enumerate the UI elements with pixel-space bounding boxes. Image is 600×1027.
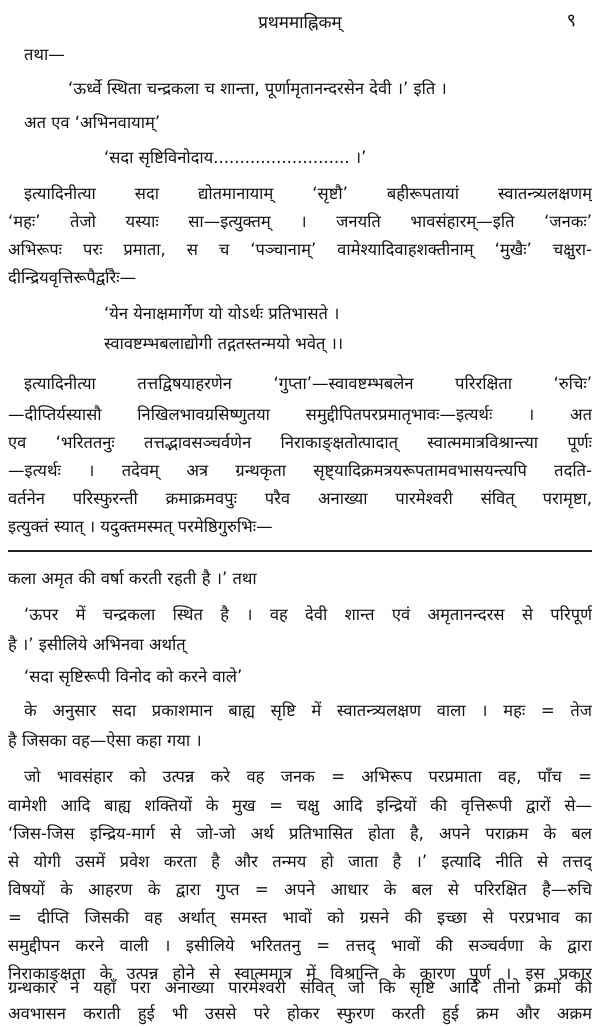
- page-number: ९: [566, 10, 576, 31]
- commentary-line: से योगी उसमें प्रवेश करता है और तन्मय हो जाता है ।’ इत्यादि नीति से तत्तद्: [8, 852, 592, 871]
- paragraph-line: इत्युक्तं स्यात् । यदुक्तमस्मत् परमेष्ठिगुरुभिः—: [8, 517, 273, 536]
- commentary-line: निराकाङ्क्षता के उत्पन्न होने से स्वात्ममात्र में विश्रान्ति के कारण पूर्ण । इस प्रकार: [8, 964, 592, 983]
- commentary-line: अवभासन कराती हुई भी उससे परे होकर स्फुरण करती हुई क्रम और अक्रम: [8, 1004, 592, 1023]
- paragraph-line: एव ‘भरिततनुः तत्तद्भावसञ्चर्वणेन निराकाङ्क्षतोत्पादात् स्वात्ममात्रविश्रान्त्या पूर्णः: [8, 433, 592, 452]
- paragraph-line: अभिरूपः परः प्रमाता, स च ‘पञ्चानाम्’ वामेश्यादिवाहशक्तीनाम् ‘मुखैः’ चक्षुरा-: [8, 240, 592, 259]
- page-header: [0, 6, 600, 36]
- paragraph-line: ‘महः’ तेजो यस्याः सा—इत्युक्तम् । जनयति भावसंहारम्—इति ‘जनकः’: [8, 212, 592, 231]
- commentary-line: के अनुसार सदा प्रकाशमान बाह्य सृष्टि में स्वातन्त्र्यलक्षण वाला । महः = तेज: [24, 701, 592, 720]
- section-divider: [8, 550, 592, 552]
- commentary-line: = दीप्ति जिसकी वह अर्थात् समस्त भावों को ग्रसने की इच्छा से परप्रभाव का: [8, 908, 592, 927]
- verse-line: ‘येन येनाक्षमार्गेण यो योऽर्थः प्रतिभासते ।: [104, 304, 340, 323]
- paragraph-line: इत्यादिनीत्या तत्तद्विषयाहरणेन ‘गुप्ता’—स्वावष्टम्भबलेन परिरक्षिता ‘रुचिः’: [24, 374, 592, 393]
- commentary-line: वामेशी आदि बाह्य शक्तियों के मुख = चक्षु आदि इन्द्रियों की वृत्तिरूपी द्वारों से—: [8, 796, 592, 815]
- paragraph-line: वर्तनेन परिस्फुरन्ती क्रमाक्रमवपुः परैव अनाख्या पारमेश्वरी संवित् परामृष्टा,: [8, 489, 592, 508]
- commentary-line: है ।’ इसीलिये अभिनवा अर्थात्: [8, 635, 186, 654]
- commentary-line: ‘सदा सृष्टिरूपी विनोद को करने वाले’: [24, 667, 243, 686]
- verse-line: ‘ऊर्ध्वे स्थिता चन्द्रकला च शान्ता, पूर्णामृतानन्दरसेन देवी ।’ इति ।: [68, 79, 447, 98]
- verse-line: ‘सदा सृष्टिविनोदाय.......................... ।’: [104, 148, 367, 167]
- commentary-line: है जिसका वह—ऐसा कहा गया ।: [8, 731, 202, 750]
- text-line: तथा—: [24, 45, 65, 64]
- commentary-line: विषयों के आहरण के द्वारा गुप्त = अपने आधार के बल से परिरक्षित है—रुचि: [8, 880, 592, 899]
- paragraph-line: दीन्द्रियवृत्तिरूपैर्द्वारैः—: [8, 268, 137, 287]
- commentary-line: समुद्दीपन करने वाली । इसीलिये भरिततनु = तत्तद् भावों की सञ्चर्वणा के द्वारा: [8, 936, 592, 955]
- running-title: प्रथममाह्निकम्: [258, 13, 342, 33]
- verse-line: स्वावष्टम्भबलाद्योगी तद्गतस्तन्मयो भवेत् ।।: [104, 334, 344, 353]
- text-line: अत एव ‘अभिनवायाम्’: [24, 113, 161, 132]
- paragraph-line: —दीप्तिर्यस्यासौ निखिलभावग्रसिष्णुतया समुद्दीपितपरप्रमातृभावः—इत्यर्थः । अत: [8, 405, 592, 424]
- commentary-line: कला अमृत की वर्षा करती रहती है ।’ तथा: [8, 569, 257, 588]
- commentary-line: ‘जिस-जिस इन्द्रिय-मार्ग से जो-जो अर्थ प्रतिभासित होता है, अपने पराक्रम के बल: [8, 824, 592, 843]
- commentary-line: जो भावसंहार को उत्पन्न करे वह जनक = अभिरूप परप्रमाता वह, पाँच =: [24, 767, 592, 786]
- commentary-line: ग्रन्थकार ने यहाँ परा अनाख्या पारमेश्वरी संवित् जो कि सृष्टि आदि तीनो क्रमों की: [8, 978, 592, 997]
- paragraph-line: इत्यादिनीत्या सदा द्योतमानायाम् ‘सृष्टौ’ बहीरूपतायां स्वातन्त्र्यलक्षणम्: [24, 184, 592, 203]
- paragraph-line: —इत्यर्थः । तदेवम् अत्र ग्रन्थकृता सृष्ट्यादिक्रमत्रयरूपतामवभासयन्त्यपि तदति-: [8, 461, 592, 480]
- commentary-line: ‘ऊपर में चन्द्रकला स्थित है । वह देवी शान्त एवं अमृतानन्दरस से परिपूर्ण: [24, 605, 592, 624]
